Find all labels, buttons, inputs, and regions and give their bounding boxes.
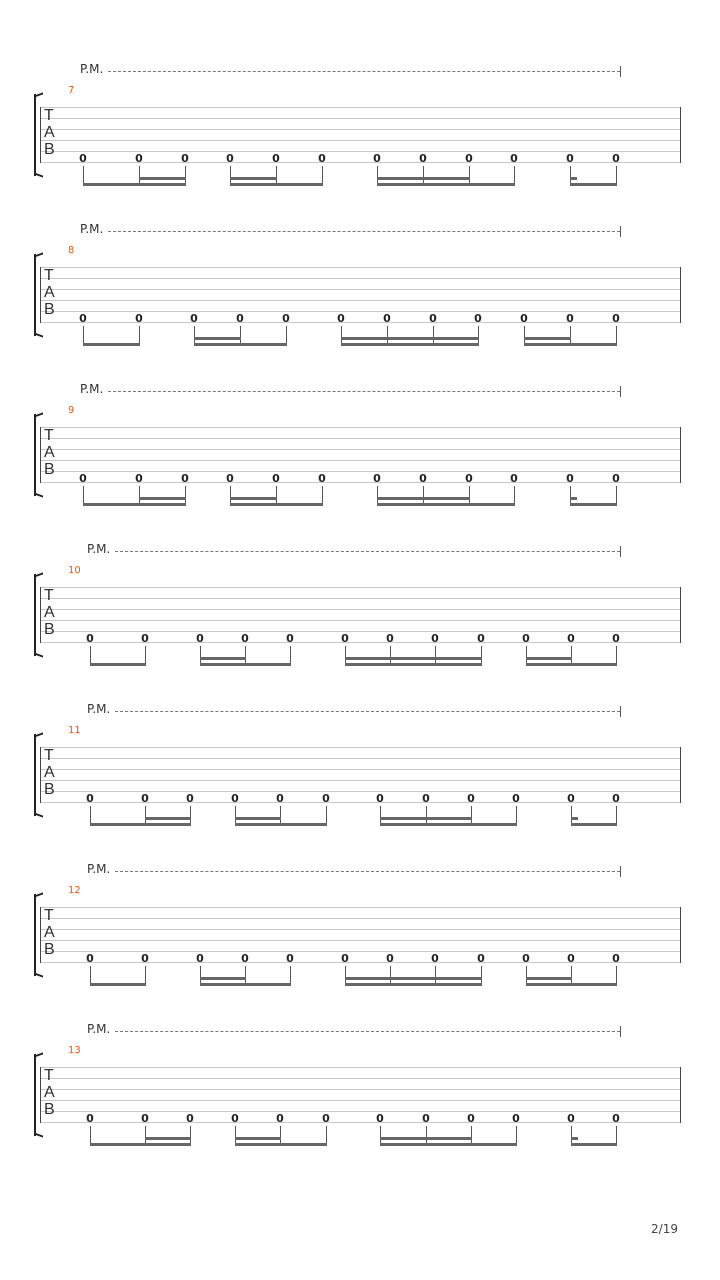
secondary-beam — [230, 497, 277, 500]
secondary-beam — [139, 497, 186, 500]
palm-mute-line — [115, 1031, 620, 1032]
fret-number: 0 — [341, 632, 349, 645]
fret-number: 0 — [422, 1112, 430, 1125]
beam — [235, 1143, 327, 1146]
staff-line — [40, 449, 681, 450]
tab-clef-letter: B — [44, 1101, 55, 1118]
fret-number: 0 — [282, 312, 290, 325]
secondary-beam — [200, 977, 246, 980]
fret-number: 0 — [181, 472, 189, 485]
barline-right — [680, 267, 681, 323]
fret-number: 0 — [286, 952, 294, 965]
fret-number: 0 — [272, 152, 280, 165]
beam — [341, 343, 479, 346]
tab-clef-letter: T — [44, 1067, 54, 1084]
tab-clef-letter: T — [44, 267, 54, 284]
fret-number: 0 — [567, 952, 575, 965]
staff-line — [40, 929, 681, 930]
fret-number: 0 — [520, 312, 528, 325]
beam — [230, 183, 323, 186]
palm-mute-label: P.M. — [80, 62, 104, 76]
beam — [90, 823, 191, 826]
tab-staff — [40, 587, 681, 643]
fret-number: 0 — [318, 152, 326, 165]
fret-number: 0 — [386, 952, 394, 965]
fret-number: 0 — [612, 1112, 620, 1125]
fret-number: 0 — [86, 952, 94, 965]
tab-clef-letter: T — [44, 587, 54, 604]
beam — [345, 663, 482, 666]
palm-mute-line — [115, 551, 620, 552]
secondary-beam — [194, 337, 241, 340]
palm-mute-end — [620, 386, 621, 397]
fret-number: 0 — [383, 312, 391, 325]
beam — [377, 503, 515, 506]
measure-number: 11 — [68, 725, 81, 736]
staff-line — [40, 918, 681, 919]
beam — [200, 983, 291, 986]
beam — [571, 1143, 617, 1146]
fret-number: 0 — [196, 952, 204, 965]
fret-number: 0 — [236, 312, 244, 325]
tab-clef-letter: T — [44, 427, 54, 444]
fret-number: 0 — [477, 952, 485, 965]
palm-mute-label: P.M. — [87, 1022, 111, 1036]
tab-clef-letter: A — [44, 764, 55, 781]
staff-line — [40, 1078, 681, 1079]
tab-system — [0, 702, 720, 862]
staff-line — [40, 129, 681, 130]
staff-line — [40, 140, 681, 141]
tab-system — [0, 862, 720, 1022]
fret-number: 0 — [276, 792, 284, 805]
fret-number: 0 — [276, 1112, 284, 1125]
secondary-beam — [145, 817, 191, 820]
staff-line — [40, 427, 681, 428]
staff-line — [40, 642, 681, 643]
tab-clef-letter: B — [44, 301, 55, 318]
tab-system — [0, 1022, 720, 1182]
fret-number: 0 — [567, 792, 575, 805]
tab-system — [0, 542, 720, 702]
palm-mute-end — [620, 706, 621, 717]
fret-number: 0 — [373, 472, 381, 485]
secondary-beam — [377, 177, 470, 180]
fret-number: 0 — [567, 1112, 575, 1125]
beam — [380, 1143, 517, 1146]
staff-line — [40, 1100, 681, 1101]
barline-left — [40, 1067, 41, 1123]
staff-line — [40, 587, 681, 588]
fret-number: 0 — [612, 312, 620, 325]
tab-system — [0, 62, 720, 222]
staff-line — [40, 620, 681, 621]
barline-left — [40, 267, 41, 323]
staff-line — [40, 300, 681, 301]
fret-number: 0 — [86, 792, 94, 805]
fret-number: 0 — [86, 632, 94, 645]
fret-number: 0 — [231, 792, 239, 805]
barline-right — [680, 587, 681, 643]
palm-mute-line — [108, 231, 620, 232]
secondary-beam — [570, 177, 577, 180]
tab-clef-letter: A — [44, 444, 55, 461]
fret-number: 0 — [510, 472, 518, 485]
secondary-beam — [526, 977, 572, 980]
barline-left — [40, 107, 41, 163]
secondary-beam — [139, 177, 186, 180]
staff-line — [40, 118, 681, 119]
fret-number: 0 — [337, 312, 345, 325]
tab-clef-letter: A — [44, 1084, 55, 1101]
barline-left — [40, 427, 41, 483]
fret-number: 0 — [512, 792, 520, 805]
beam — [524, 343, 617, 346]
fret-number: 0 — [135, 312, 143, 325]
tab-system — [0, 382, 720, 542]
secondary-beam — [345, 657, 482, 660]
barline-right — [680, 107, 681, 163]
fret-number: 0 — [141, 792, 149, 805]
staff-line — [40, 940, 681, 941]
fret-number: 0 — [431, 952, 439, 965]
fret-number: 0 — [226, 152, 234, 165]
barline-left — [40, 747, 41, 803]
fret-number: 0 — [566, 472, 574, 485]
tab-clef-letter: A — [44, 124, 55, 141]
secondary-beam — [571, 1137, 578, 1140]
palm-mute-end — [620, 1026, 621, 1037]
barline-left — [40, 587, 41, 643]
beam — [571, 823, 617, 826]
secondary-beam — [570, 497, 577, 500]
palm-mute-label: P.M. — [87, 862, 111, 876]
fret-number: 0 — [612, 952, 620, 965]
fret-number: 0 — [386, 632, 394, 645]
measure-number: 7 — [68, 85, 75, 96]
staff-line — [40, 1122, 681, 1123]
staff-line — [40, 802, 681, 803]
staff-line — [40, 289, 681, 290]
fret-number: 0 — [465, 152, 473, 165]
fret-number: 0 — [186, 1112, 194, 1125]
staff-line — [40, 907, 681, 908]
fret-number: 0 — [241, 632, 249, 645]
fret-number: 0 — [141, 1112, 149, 1125]
fret-number: 0 — [135, 152, 143, 165]
beam — [570, 183, 617, 186]
palm-mute-label: P.M. — [80, 382, 104, 396]
fret-number: 0 — [231, 1112, 239, 1125]
staff-line — [40, 609, 681, 610]
tab-clef-letter: T — [44, 907, 54, 924]
palm-mute-line — [115, 871, 620, 872]
fret-number: 0 — [465, 472, 473, 485]
fret-number: 0 — [512, 1112, 520, 1125]
fret-number: 0 — [566, 312, 574, 325]
fret-number: 0 — [612, 792, 620, 805]
staff-line — [40, 758, 681, 759]
fret-number: 0 — [431, 632, 439, 645]
beam — [526, 663, 617, 666]
tab-clef-letter: A — [44, 924, 55, 941]
tab-clef-letter: B — [44, 461, 55, 478]
fret-number: 0 — [510, 152, 518, 165]
palm-mute-end — [620, 226, 621, 237]
tab-clef-letter: B — [44, 941, 55, 958]
staff-line — [40, 107, 681, 108]
tab-staff — [40, 747, 681, 803]
barline-right — [680, 427, 681, 483]
staff-line — [40, 631, 681, 632]
palm-mute-line — [115, 711, 620, 712]
secondary-beam — [230, 177, 277, 180]
beam — [90, 1143, 191, 1146]
secondary-beam — [380, 817, 472, 820]
tab-staff — [40, 907, 681, 963]
staff-line — [40, 747, 681, 748]
fret-number: 0 — [141, 952, 149, 965]
palm-mute-label: P.M. — [87, 542, 111, 556]
beam — [83, 183, 186, 186]
fret-number: 0 — [566, 152, 574, 165]
fret-number: 0 — [186, 792, 194, 805]
fret-number: 0 — [373, 152, 381, 165]
beam — [194, 343, 287, 346]
fret-number: 0 — [612, 632, 620, 645]
fret-number: 0 — [141, 632, 149, 645]
measure-number: 9 — [68, 405, 75, 416]
staff-line — [40, 278, 681, 279]
barline-right — [680, 907, 681, 963]
fret-number: 0 — [477, 632, 485, 645]
tab-clef-letter: B — [44, 621, 55, 638]
fret-number: 0 — [376, 1112, 384, 1125]
staff-line — [40, 780, 681, 781]
staff-line — [40, 267, 681, 268]
tab-clef-letter: T — [44, 107, 54, 124]
secondary-beam — [380, 1137, 472, 1140]
measure-number: 12 — [68, 885, 81, 896]
fret-number: 0 — [429, 312, 437, 325]
secondary-beam — [235, 1137, 281, 1140]
palm-mute-line — [108, 391, 620, 392]
beam — [377, 183, 515, 186]
beam — [380, 823, 517, 826]
secondary-beam — [571, 817, 578, 820]
fret-number: 0 — [135, 472, 143, 485]
staff-line — [40, 962, 681, 963]
secondary-beam — [345, 977, 482, 980]
staff-line — [40, 1111, 681, 1112]
fret-number: 0 — [286, 632, 294, 645]
fret-number: 0 — [467, 1112, 475, 1125]
fret-number: 0 — [226, 472, 234, 485]
fret-number: 0 — [419, 152, 427, 165]
fret-number: 0 — [467, 792, 475, 805]
fret-number: 0 — [196, 632, 204, 645]
page-number: 2/19 — [651, 1222, 678, 1236]
beam — [526, 983, 617, 986]
tab-system — [0, 222, 720, 382]
secondary-beam — [526, 657, 572, 660]
beam — [90, 983, 146, 986]
beam — [235, 823, 327, 826]
secondary-beam — [235, 817, 281, 820]
secondary-beam — [145, 1137, 191, 1140]
barline-left — [40, 907, 41, 963]
tab-clef-letter: A — [44, 284, 55, 301]
palm-mute-end — [620, 66, 621, 77]
measure-number: 13 — [68, 1045, 81, 1056]
fret-number: 0 — [474, 312, 482, 325]
staff-line — [40, 460, 681, 461]
fret-number: 0 — [376, 792, 384, 805]
fret-number: 0 — [322, 792, 330, 805]
beam — [200, 663, 291, 666]
beam — [83, 343, 140, 346]
tab-clef-letter: T — [44, 747, 54, 764]
staff-line — [40, 1089, 681, 1090]
palm-mute-line — [108, 71, 620, 72]
barline-right — [680, 747, 681, 803]
tab-clef-letter: B — [44, 141, 55, 158]
staff-line — [40, 769, 681, 770]
palm-mute-label: P.M. — [87, 702, 111, 716]
fret-number: 0 — [190, 312, 198, 325]
fret-number: 0 — [567, 632, 575, 645]
beam — [90, 663, 146, 666]
fret-number: 0 — [79, 312, 87, 325]
staff-line — [40, 951, 681, 952]
fret-number: 0 — [79, 152, 87, 165]
palm-mute-label: P.M. — [80, 222, 104, 236]
barline-right — [680, 1067, 681, 1123]
fret-number: 0 — [79, 472, 87, 485]
fret-number: 0 — [181, 152, 189, 165]
staff-line — [40, 791, 681, 792]
fret-number: 0 — [419, 472, 427, 485]
beam — [230, 503, 323, 506]
measure-number: 10 — [68, 565, 81, 576]
palm-mute-end — [620, 866, 621, 877]
beam — [570, 503, 617, 506]
tab-staff — [40, 1067, 681, 1123]
secondary-beam — [200, 657, 246, 660]
fret-number: 0 — [612, 152, 620, 165]
fret-number: 0 — [272, 472, 280, 485]
fret-number: 0 — [522, 632, 530, 645]
staff-line — [40, 1067, 681, 1068]
staff-line — [40, 598, 681, 599]
beam — [83, 503, 186, 506]
fret-number: 0 — [322, 1112, 330, 1125]
secondary-beam — [341, 337, 479, 340]
fret-number: 0 — [318, 472, 326, 485]
tab-clef-letter: A — [44, 604, 55, 621]
beam — [345, 983, 482, 986]
fret-number: 0 — [86, 1112, 94, 1125]
staff-line — [40, 438, 681, 439]
fret-number: 0 — [612, 472, 620, 485]
secondary-beam — [377, 497, 470, 500]
measure-number: 8 — [68, 245, 75, 256]
tab-clef-letter: B — [44, 781, 55, 798]
fret-number: 0 — [341, 952, 349, 965]
fret-number: 0 — [522, 952, 530, 965]
fret-number: 0 — [241, 952, 249, 965]
palm-mute-end — [620, 546, 621, 557]
secondary-beam — [524, 337, 571, 340]
fret-number: 0 — [422, 792, 430, 805]
